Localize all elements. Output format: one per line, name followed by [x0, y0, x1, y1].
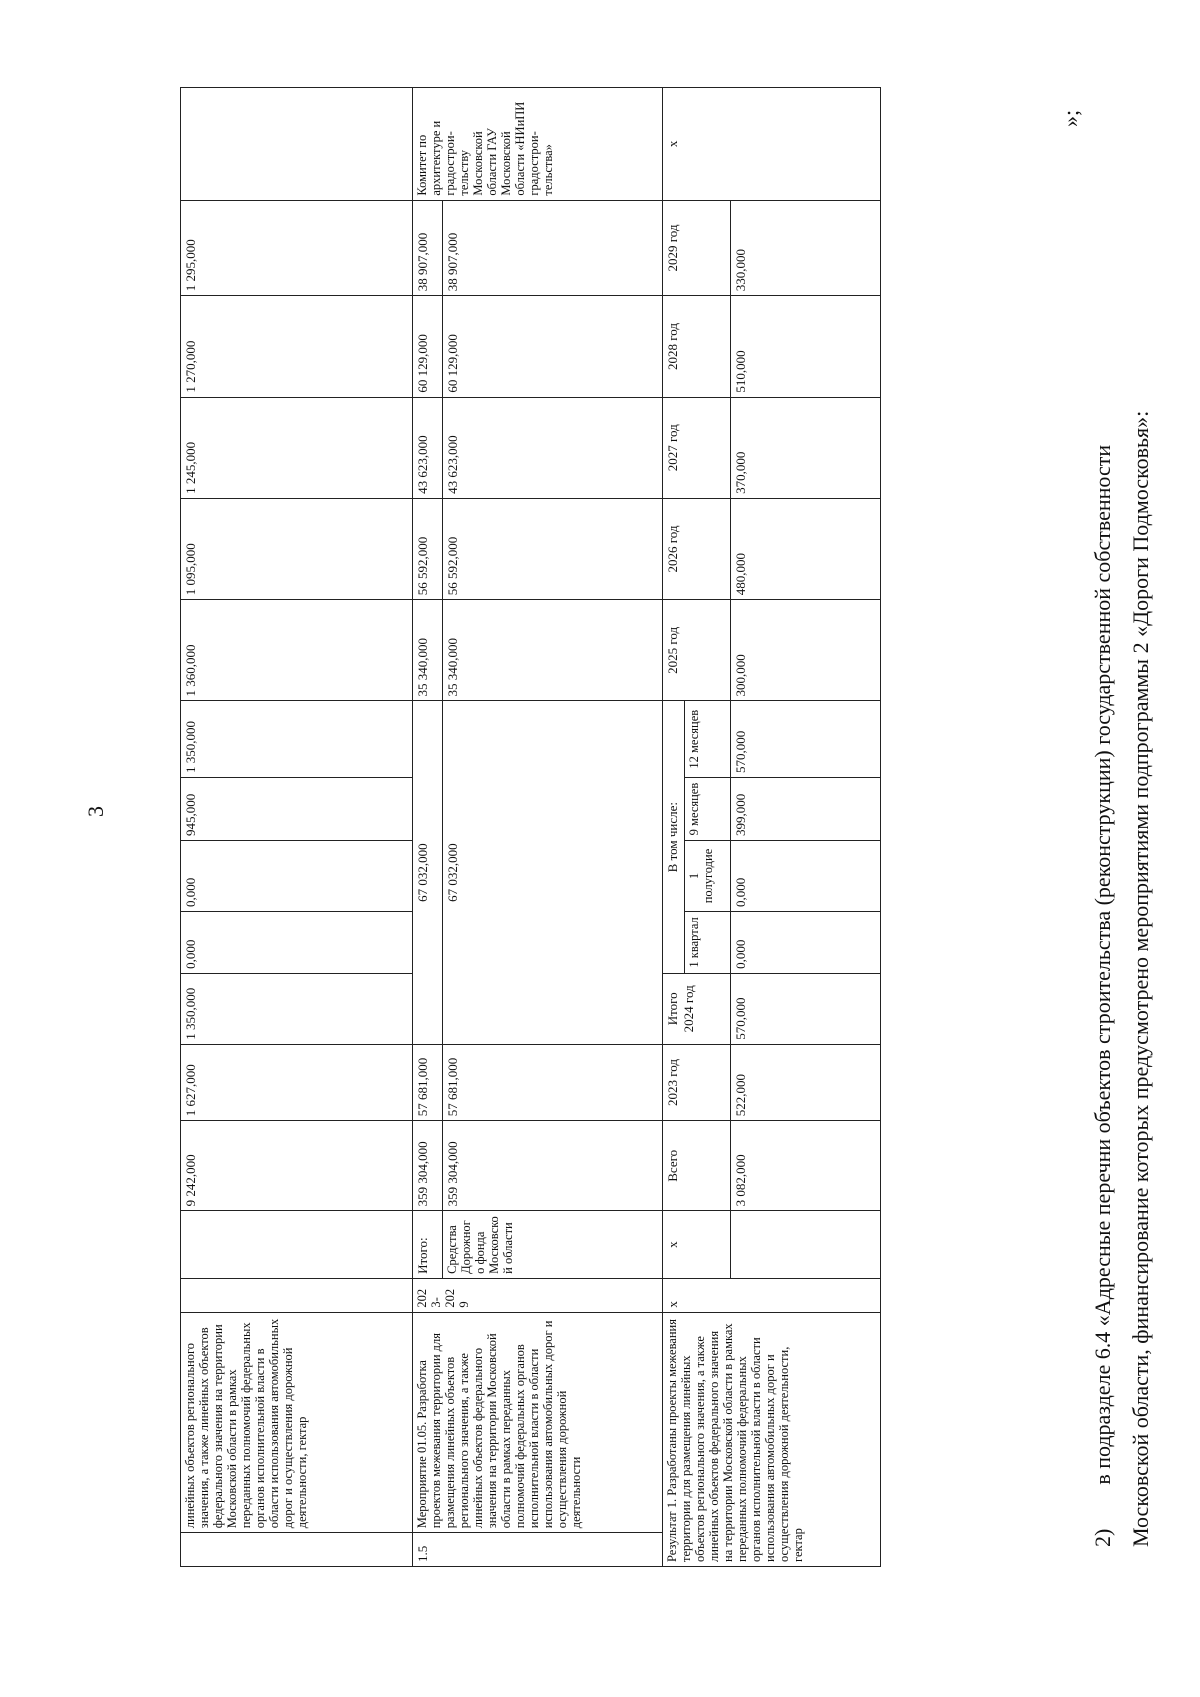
value-h1: 0,000 — [731, 841, 881, 912]
header-12m: 12 месяцев — [685, 701, 731, 778]
cell-2025: 35 340,000 — [413, 600, 443, 701]
value-itogo-2024: 570,000 — [731, 973, 881, 1044]
paragraph-line-2: Московской области, финансирование которых предусмотрено мероприятиями подпрограммы 2 «Дороги Подмосковья»: — [1128, 410, 1153, 1547]
header-9m: 9 месяцев — [685, 778, 731, 841]
table-row-1-5-total — [413, 88, 443, 1567]
row-15-years: 2023-2029 — [413, 1278, 663, 1312]
itogo-label: Итого: — [413, 1211, 443, 1279]
cell-2023: 57 681,000 — [443, 1044, 663, 1121]
cell-value: 0,000 — [181, 841, 413, 912]
cell-value: 945,000 — [181, 778, 413, 841]
header-itogo-2024: Итого 2024 год — [663, 973, 731, 1044]
cell-total: 359 304,000 — [443, 1121, 663, 1211]
cell-2025: 35 340,000 — [443, 600, 663, 701]
page-number: 3 — [83, 806, 108, 817]
value-2025: 300,000 — [731, 600, 881, 701]
row-number: 1.5 — [413, 1533, 663, 1567]
cell-2029: 38 907,000 — [413, 200, 443, 296]
cell-value: 9 242,000 — [181, 1121, 413, 1211]
value-2026: 480,000 — [731, 498, 881, 599]
value-2029: 330,000 — [731, 200, 881, 296]
cell-2023: 57 681,000 — [413, 1044, 443, 1121]
cell-2027: 43 623,000 — [413, 397, 443, 498]
cell-value: 1 270,000 — [181, 296, 413, 397]
value-12m: 570,000 — [731, 701, 881, 778]
result-x: х — [663, 1211, 731, 1279]
cell-value: 1 350,000 — [181, 973, 413, 1044]
cell-2024: 67 032,000 — [443, 701, 663, 1044]
row-15-text: Мероприятие 01.05. Разработка проектов межевания территории для размещения линейных объектов регионального значения, а также линейных объектов федерального значения на территории Московской области в рамках переданных полномочий федеральных органов исполнительной власти в области использования автомобильных дорог и осуществления дорожной деятельности — [413, 1312, 663, 1533]
cell-2029: 38 907,000 — [443, 200, 663, 296]
cell-2026: 56 592,000 — [413, 498, 443, 599]
value-q1: 0,000 — [731, 911, 881, 973]
funding-source: Средства Дорожного фонда Московской области — [443, 1211, 663, 1279]
header-2028: 2028 год — [663, 296, 731, 397]
cell-2028: 60 129,000 — [443, 296, 663, 397]
cell-value: 1 095,000 — [181, 498, 413, 599]
value-total: 3 082,000 — [731, 1121, 881, 1211]
cell-value: 1 360,000 — [181, 600, 413, 701]
header-2025: 2025 год — [663, 600, 731, 701]
cell-2028: 60 129,000 — [413, 296, 443, 397]
value-2027: 370,000 — [731, 397, 881, 498]
result-x: х — [663, 88, 881, 201]
table-row-continuation — [181, 88, 413, 1567]
header-2029: 2029 год — [663, 200, 731, 296]
paragraph-line-1: 2) в подразделе 6.4 «Адресные перечни объектов строительства (реконструкции) государственной собственности — [1090, 444, 1115, 1547]
row-cont-text: линейных объектов регионального значения, а также линейных объектов федерального значения на территории Московской области в рамках переданных полномочий федеральных органов исполнительной власти в области использования автомобильных дорог и осуществления дорожной деятельности, гектар — [181, 1312, 413, 1533]
cell-value: 1 627,000 — [181, 1044, 413, 1121]
header-q1: 1 квартал — [685, 911, 731, 973]
value-9m: 399,000 — [731, 778, 881, 841]
cell-value: 1 295,000 — [181, 200, 413, 296]
header-total: Всего — [663, 1121, 731, 1211]
header-h1: 1 полугодие — [685, 841, 731, 912]
executor: Комитет по архитектуре и градострои-тельству Московской области ГАУ Московской области «НИиПИ градострои-тельства» — [413, 88, 663, 201]
closing-quote: »; — [1058, 109, 1083, 127]
cell-value: 0,000 — [181, 911, 413, 973]
result-text: Результат 1. Разработаны проекты межевания территории для размещения линейных объектов регионального значения, а также линейных объектов федерального значения на территории Московской области в рамках переданных полномочий федеральных органов исполнительной власти в области использования автомобильных дорог и осуществления дорожной деятельности, гектар — [663, 1312, 881, 1566]
value-2028: 510,000 — [731, 296, 881, 397]
result-header-row — [663, 88, 685, 1567]
cell-value: 1 245,000 — [181, 397, 413, 498]
result-x: х — [663, 1278, 881, 1312]
value-2023: 522,000 — [731, 1044, 881, 1121]
cell-total: 359 304,000 — [413, 1121, 443, 1211]
cell-2024: 67 032,000 — [413, 701, 443, 1044]
header-including: В том числе: — [663, 701, 685, 973]
cell-value: 1 350,000 — [181, 701, 413, 778]
header-2026: 2026 год — [663, 498, 731, 599]
program-table — [180, 87, 881, 1567]
cell-2026: 56 592,000 — [443, 498, 663, 599]
cell-2027: 43 623,000 — [443, 397, 663, 498]
header-2027: 2027 год — [663, 397, 731, 498]
header-2023: 2023 год — [663, 1044, 731, 1121]
